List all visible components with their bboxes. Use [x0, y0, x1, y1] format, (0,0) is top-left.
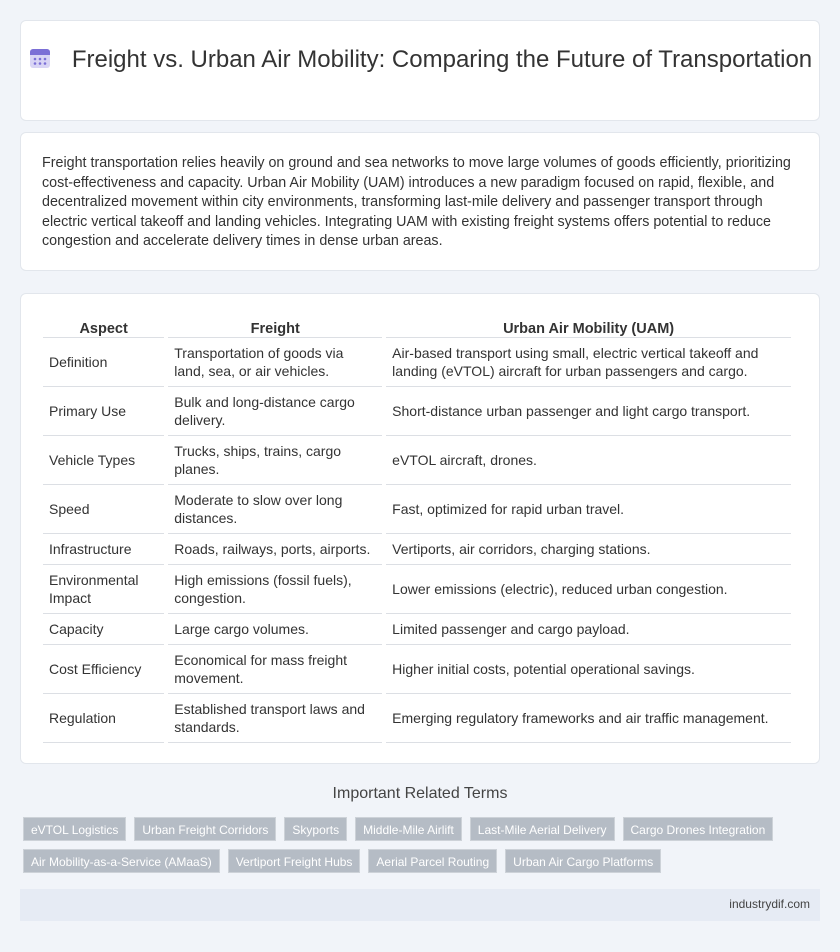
row-freight: Roads, railways, ports, airports. — [168, 534, 382, 565]
row-aspect: Vehicle Types — [43, 436, 164, 485]
row-freight: Large cargo volumes. — [168, 614, 382, 645]
footer — [20, 889, 820, 921]
table-row — [43, 485, 791, 534]
title-card — [20, 20, 820, 121]
row-aspect: Cost Efficiency — [43, 645, 164, 694]
row-uam: eVTOL aircraft, drones. — [386, 436, 791, 485]
page-title — [21, 45, 819, 74]
related-terms-tags — [23, 817, 823, 881]
row-aspect: Infrastructure — [43, 534, 164, 565]
table-header-row — [43, 316, 791, 338]
header-uam: Urban Air Mobility (UAM) — [386, 316, 791, 338]
tag-middle-mile-airlift[interactable]: Middle-Mile Airlift — [355, 817, 462, 841]
row-aspect: Definition — [43, 338, 164, 387]
page-title-text: Freight vs. Urban Air Mobility: Comparing the Future of Transportation — [71, 46, 813, 73]
row-uam: Air-based transport using small, electric vertical takeoff and landing (eVTOL) aircraft for urban passengers and cargo. — [386, 338, 791, 387]
table-row — [43, 338, 791, 387]
table-row — [43, 534, 791, 565]
comparison-table-card — [20, 293, 820, 764]
row-aspect: Primary Use — [43, 387, 164, 436]
tag-last-mile-aerial-delivery[interactable]: Last-Mile Aerial Delivery — [470, 817, 615, 841]
tag-cargo-drones-integration[interactable]: Cargo Drones Integration — [623, 817, 774, 841]
table-row — [43, 565, 791, 614]
tag-evtol-logistics[interactable]: eVTOL Logistics — [23, 817, 126, 841]
row-uam: Higher initial costs, potential operational savings. — [386, 645, 791, 694]
tag-urban-air-cargo-platforms[interactable]: Urban Air Cargo Platforms — [505, 849, 661, 873]
row-freight: Economical for mass freight movement. — [168, 645, 382, 694]
tag-aerial-parcel-routing[interactable]: Aerial Parcel Routing — [368, 849, 497, 873]
comparison-table — [39, 316, 795, 743]
header-freight: Freight — [168, 316, 382, 338]
row-freight: High emissions (fossil fuels), congestion. — [168, 565, 382, 614]
intro-card — [20, 132, 820, 271]
tag-row — [23, 817, 823, 841]
row-freight: Moderate to slow over long distances. — [168, 485, 382, 534]
tag-skyports[interactable]: Skyports — [284, 817, 347, 841]
related-terms-title: Important Related Terms — [332, 785, 508, 802]
row-freight: Transportation of goods via land, sea, or air vehicles. — [168, 338, 382, 387]
row-uam: Limited passenger and cargo payload. — [386, 614, 791, 645]
row-uam: Fast, optimized for rapid urban travel. — [386, 485, 791, 534]
calendar-icon — [28, 46, 52, 70]
row-aspect: Speed — [43, 485, 164, 534]
table-row — [43, 614, 791, 645]
header-aspect: Aspect — [43, 316, 164, 338]
footer-site[interactable]: industrydif.com — [729, 897, 810, 911]
row-uam: Short-distance urban passenger and light cargo transport. — [386, 387, 791, 436]
table-row — [43, 645, 791, 694]
row-uam: Lower emissions (electric), reduced urban congestion. — [386, 565, 791, 614]
row-freight: Bulk and long-distance cargo delivery. — [168, 387, 382, 436]
table-row — [43, 694, 791, 743]
tag-row — [23, 849, 823, 873]
row-aspect: Capacity — [43, 614, 164, 645]
row-aspect: Environmental Impact — [43, 565, 164, 614]
tag-air-mobility-as-a-service[interactable]: Air Mobility-as-a-Service (AMaaS) — [23, 849, 220, 873]
row-freight: Established transport laws and standards. — [168, 694, 382, 743]
row-aspect: Regulation — [43, 694, 164, 743]
table-row — [43, 387, 791, 436]
table-row — [43, 436, 791, 485]
row-uam: Emerging regulatory frameworks and air traffic management. — [386, 694, 791, 743]
tag-urban-freight-corridors[interactable]: Urban Freight Corridors — [134, 817, 276, 841]
row-uam: Vertiports, air corridors, charging stations. — [386, 534, 791, 565]
tag-vertiport-freight-hubs[interactable]: Vertiport Freight Hubs — [228, 849, 361, 873]
row-freight: Trucks, ships, trains, cargo planes. — [168, 436, 382, 485]
intro-paragraph: Freight transportation relies heavily on ground and sea networks to move large volumes of goods efficiently, prioritizing cost-effectiveness and capacity. Urban Air Mobility (UAM) introduces a new paradigm focused on rapid, flexible, and decentralized movement within city environments, transforming last-mile delivery and passenger transport through electric vertical takeoff and landing vehicles. Integrating UAM with existing freight systems offers potential to reduce congestion and accelerate delivery times in dense urban areas. — [42, 155, 791, 249]
